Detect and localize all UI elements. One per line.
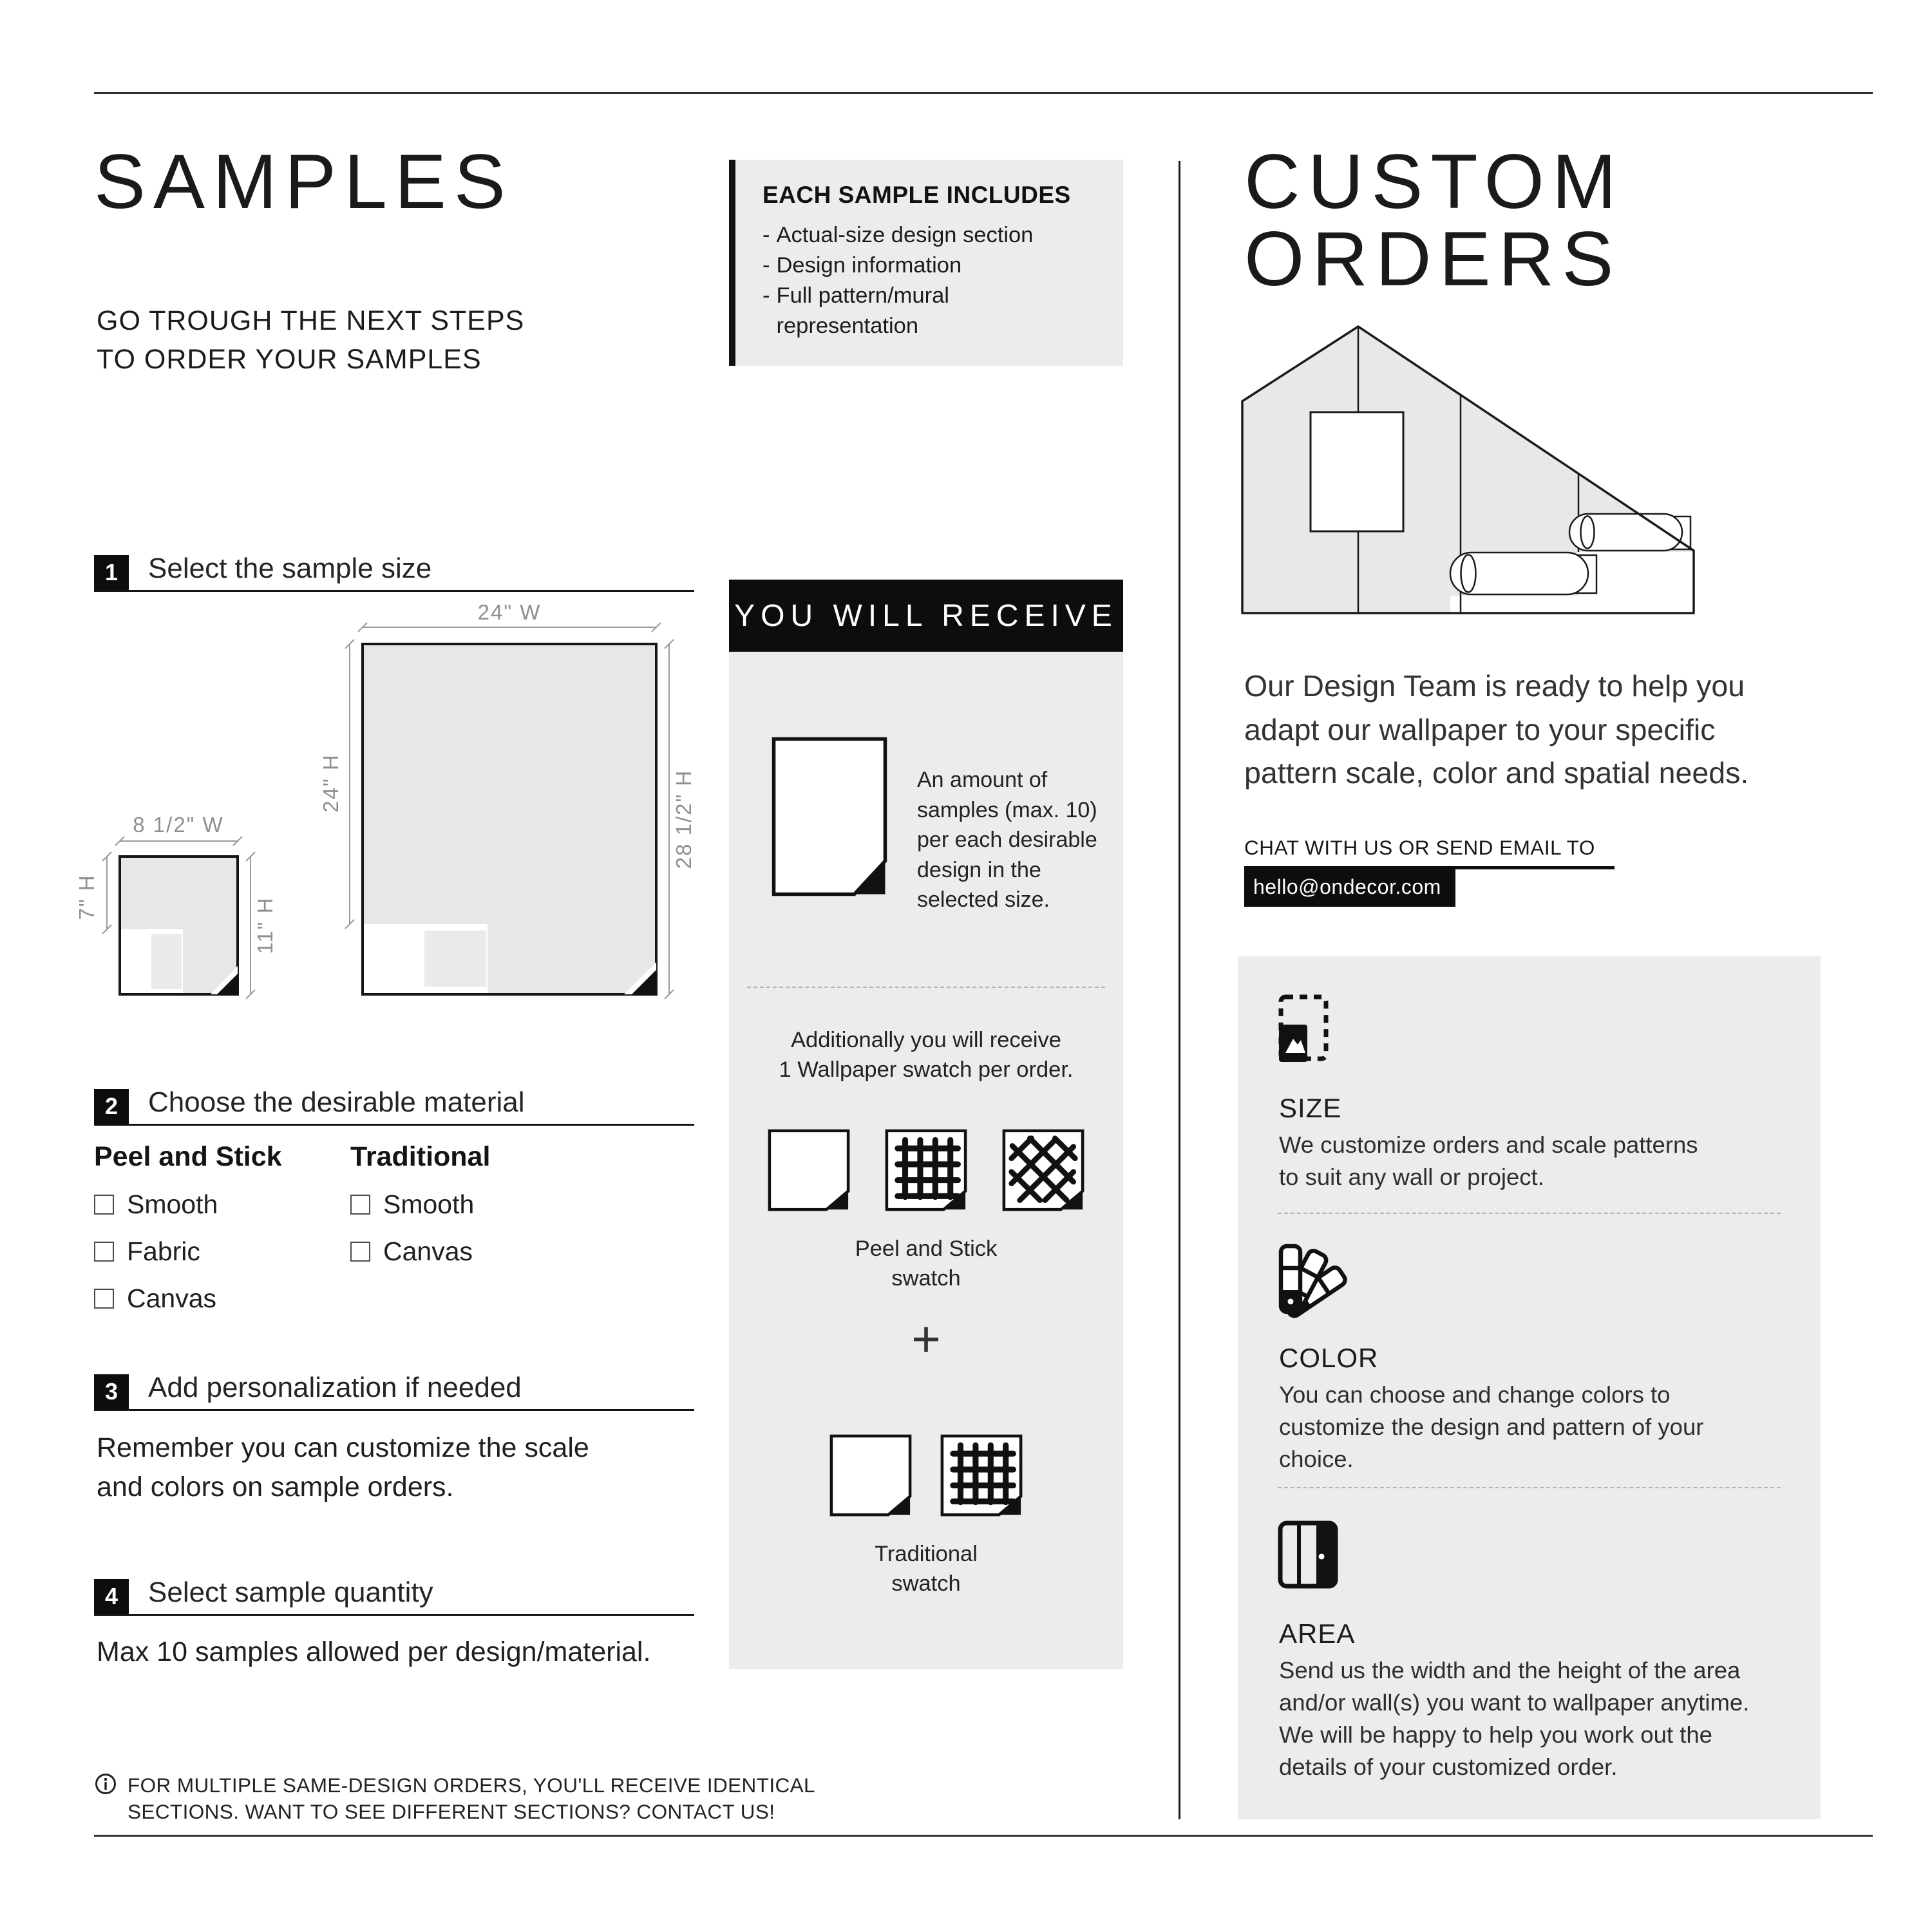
you-will-receive-panel bbox=[729, 580, 1123, 1669]
step-2-header bbox=[94, 1086, 694, 1126]
color-icon bbox=[1278, 1244, 1352, 1316]
color-heading: COLOR bbox=[1279, 1343, 1379, 1373]
includes-item bbox=[762, 251, 1100, 281]
option-label: Canvas bbox=[127, 1283, 217, 1313]
plain-swatch-icon bbox=[767, 1128, 851, 1212]
peel-and-stick-heading: Peel and Stick bbox=[94, 1141, 282, 1172]
area-icon bbox=[1278, 1518, 1338, 1591]
option-label: Smooth bbox=[383, 1189, 475, 1219]
option-peel-canvas bbox=[94, 1283, 350, 1314]
traditional-heading: Traditional bbox=[350, 1141, 491, 1172]
step-4-title: Select sample quantity bbox=[148, 1577, 433, 1608]
checkbox-traditional-canvas[interactable] bbox=[350, 1242, 370, 1262]
includes-item bbox=[762, 220, 1100, 251]
info-icon bbox=[94, 1772, 117, 1795]
large-sample-thumb bbox=[424, 931, 486, 987]
chat-label: CHAT WITH US OR SEND EMAIL TO bbox=[1244, 836, 1595, 859]
step-3-header bbox=[94, 1372, 694, 1411]
grid-swatch-icon bbox=[884, 1128, 968, 1212]
traditional-swatch-caption: Traditional swatch bbox=[875, 1542, 978, 1596]
email-container bbox=[1244, 869, 1455, 907]
you-will-receive-banner: YOU WILL RECEIVE bbox=[729, 580, 1123, 652]
step-1-title: Select the sample size bbox=[148, 553, 432, 584]
option-peel-fabric bbox=[94, 1236, 350, 1267]
large-right-height-label: 28 1/2" H bbox=[672, 769, 696, 869]
samples-amount-text: An amount of samples (max. 10) per each desirable design in the selected size. bbox=[917, 768, 1097, 912]
area-heading: AREA bbox=[1279, 1618, 1356, 1649]
plus-sign: + bbox=[911, 1311, 941, 1367]
window bbox=[1311, 412, 1403, 531]
traditional-column bbox=[350, 1141, 607, 1314]
bullet-dash: - bbox=[762, 223, 770, 247]
includes-item-text: Full pattern/mural representation bbox=[776, 283, 949, 338]
small-width-label: 8 1/2" W bbox=[133, 813, 224, 837]
sample-size-diagram bbox=[75, 600, 715, 1043]
step-1-header bbox=[94, 553, 694, 592]
option-label: Fabric bbox=[127, 1236, 200, 1266]
materials-block bbox=[94, 1141, 607, 1314]
dashed-divider bbox=[747, 987, 1105, 988]
step-2-title: Choose the desirable material bbox=[148, 1086, 525, 1118]
crosshatch-swatch-icon bbox=[1001, 1128, 1085, 1212]
bottom-rule bbox=[94, 1835, 1873, 1837]
checkbox-peel-smooth[interactable] bbox=[94, 1195, 114, 1215]
option-label: Smooth bbox=[127, 1189, 218, 1219]
step-3-title: Add personalization if needed bbox=[148, 1372, 522, 1403]
email-address[interactable]: hello@ondecor.com bbox=[1244, 869, 1455, 907]
traditional-swatch-row bbox=[729, 1434, 1123, 1517]
size-heading: SIZE bbox=[1279, 1093, 1342, 1123]
small-sample-thumb bbox=[151, 934, 182, 989]
includes-item-text: Design information bbox=[776, 253, 962, 278]
size-icon bbox=[1278, 994, 1329, 1062]
top-rule bbox=[94, 92, 1873, 94]
checkbox-peel-canvas[interactable] bbox=[94, 1289, 114, 1309]
step-3-text: Remember you can customize the scale and colors on sample orders. bbox=[97, 1432, 589, 1502]
footer-note-text: FOR MULTIPLE SAME-DESIGN ORDERS, YOU'LL RECEIVE IDENTICAL SECTIONS. WANT TO SEE DIFFERENT SECTIONS? CONTACT US! bbox=[128, 1774, 815, 1823]
option-peel-smooth bbox=[94, 1189, 350, 1220]
option-traditional-canvas bbox=[350, 1236, 607, 1267]
column-divider bbox=[1179, 161, 1180, 1819]
wallpaper-roll-lower bbox=[1450, 553, 1596, 594]
custom-orders-title: CUSTOM ORDERS bbox=[1244, 138, 1624, 302]
grid-swatch-icon bbox=[940, 1434, 1023, 1517]
area-text: Send us the width and the height of the area and/or wall(s) you want to wallpaper anytime. We will be happy to help you work out the details of your customized order. bbox=[1279, 1657, 1750, 1780]
step-4-number-badge: 4 bbox=[94, 1579, 129, 1614]
sample-sheet-icon bbox=[770, 735, 889, 898]
wallpaper-roll-upper bbox=[1569, 514, 1690, 551]
small-right-height-label: 11" H bbox=[253, 896, 277, 954]
house-wallpaper-illustration bbox=[1240, 324, 1696, 615]
step-3-number-badge: 3 bbox=[94, 1374, 129, 1409]
dashed-divider bbox=[1278, 1487, 1781, 1488]
peel-and-stick-column bbox=[94, 1141, 350, 1314]
bullet-dash: - bbox=[762, 283, 770, 308]
option-traditional-smooth bbox=[350, 1189, 607, 1220]
footer-note bbox=[94, 1772, 815, 1825]
dashed-divider bbox=[1278, 1213, 1781, 1214]
step-2-number-badge: 2 bbox=[94, 1089, 129, 1124]
includes-item bbox=[762, 281, 1100, 341]
each-sample-includes-box bbox=[729, 160, 1123, 366]
additional-swatch-text: Additionally you will receive 1 Wallpaper swatch per order. bbox=[779, 1028, 1074, 1082]
peel-swatch-caption: Peel and Stick swatch bbox=[855, 1236, 998, 1291]
large-width-label: 24" W bbox=[477, 600, 542, 624]
bullet-dash: - bbox=[762, 253, 770, 278]
large-left-height-label: 24" H bbox=[319, 753, 343, 813]
size-text: We customize orders and scale patterns to suit any wall or project. bbox=[1279, 1132, 1698, 1190]
checkbox-peel-fabric[interactable] bbox=[94, 1242, 114, 1262]
includes-item-text: Actual-size design section bbox=[776, 223, 1034, 247]
design-team-description: Our Design Team is ready to help you adapt our wallpaper to your specific pattern scale, color and spatial needs. bbox=[1244, 669, 1749, 790]
checkbox-traditional-smooth[interactable] bbox=[350, 1195, 370, 1215]
custom-orders-info-panel bbox=[1238, 956, 1821, 1819]
option-label: Canvas bbox=[383, 1236, 473, 1266]
step-1-number-badge: 1 bbox=[94, 555, 129, 590]
peel-swatch-row bbox=[729, 1128, 1123, 1212]
step-4-text: Max 10 samples allowed per design/material. bbox=[97, 1636, 651, 1667]
samples-intro: GO TROUGH THE NEXT STEPS TO ORDER YOUR SAMPLES bbox=[97, 305, 525, 375]
samples-title: SAMPLES bbox=[94, 138, 513, 225]
includes-title: EACH SAMPLE INCLUDES bbox=[762, 182, 1071, 208]
plain-swatch-icon bbox=[829, 1434, 913, 1517]
step-4-header bbox=[94, 1577, 694, 1616]
color-text: You can choose and change colors to customize the design and pattern of your choice. bbox=[1279, 1381, 1704, 1472]
small-left-height-label: 7" H bbox=[75, 874, 99, 920]
